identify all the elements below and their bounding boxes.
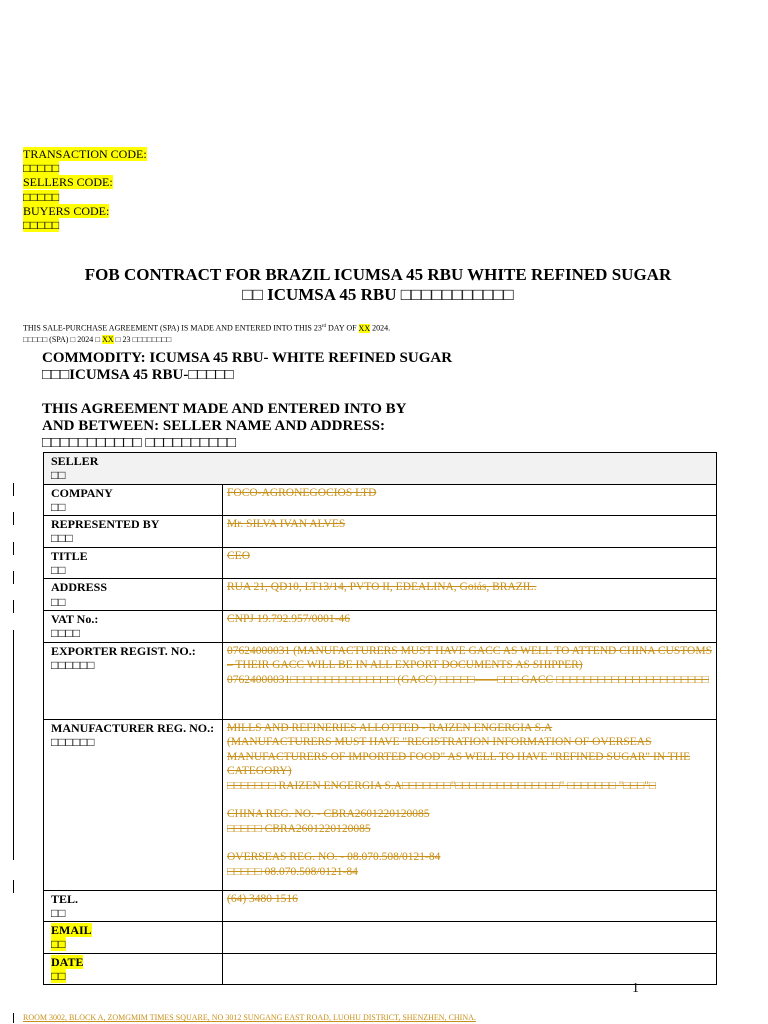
table-row: ADDRESS □□ RUA 21, QD10, LT13/14, PVTO II, EDEALINA, Goiás, BRAZIL. [44,579,717,611]
sellers-code-value: □□□□□ [23,189,60,204]
vat-label: VAT No.: [51,611,99,626]
codes-block [23,147,147,232]
table-row: EMAIL □□ [44,922,717,954]
date-label: DATE [51,954,84,969]
revision-mark [13,600,14,613]
contract-title-cn: □□ ICUMSA 45 RBU □□□□□□□□□□□ [242,285,514,304]
company-value: FOCO-AGRONEGOCIOS LTD [223,484,717,516]
buyers-code-label: BUYERS CODE: [23,203,110,218]
title-label: TITLE [51,548,88,563]
email-value[interactable] [223,922,717,954]
title-value: CEO [223,547,717,579]
manufacturer-label: MANUFACTURER REG. NO.: [51,720,215,735]
buyers-code-value: □□□□□ [23,218,60,233]
table-row: COMPANY □□ FOCO-AGRONEGOCIOS LTD [44,484,717,516]
table-row: EXPORTER REGIST. NO.: □□□□□□ 07624000031 (MANUFACTURERS MUST HAVE GACC AS WELL TO ATTEND CHINA CUSTOMS – THEIR GACC WILL BE IN ALL EXPORT DOCUMENTS AS SHIPPER) 07624000031□□□□□□□□□□□□□□□ (GACC) □□□□□——□□□ GACC □□□□□□□□□□□□□□□□□□□□□□ [44,642,717,719]
tel-value: (64) 3480 1516 [223,890,717,922]
company-label: COMPANY [51,485,113,500]
table-row: TITLE □□ CEO [44,547,717,579]
manufacturer-value: MILLS AND REFINERIES ALLOTTED - RAIZEN ENGERGIA S.A (MANUFACTURERS MUST HAVE "REGISTRATION INFORMATION OF OVERSEAS MANUFACTURERS OF IMPORTED FOOD" AS WELL TO HAVE "REFINED SUGAR" IN THE CATEGORY) □□□□□□□ RAIZEN ENGERGIA S.A□□□□□□□"□□□□□□□□□□□□□□□" □□□□□□□ "□□□"□ CHINA REG. NO. - CBRA2601220120085 □□□□□ CBRA2601220120085 OVERSEAS REG. NO. - 08.070.508/0121-84 □□□□□ 08.070.508/0121-84 [223,719,717,890]
address-value: RUA 21, QD10, LT13/14, PVTO II, EDEALINA, Goiás, BRAZIL. [223,579,717,611]
date-value[interactable] [223,953,717,985]
agreement-intro [23,321,390,345]
agreement-heading: THIS AGREEMENT MADE AND ENTERED INTO BY AND BETWEEN: SELLER NAME AND ADDRESS: □□□□□□□□□□□ □□□□□□□□□□ [42,401,407,451]
contract-title-en: FOB CONTRACT FOR BRAZIL ICUMSA 45 RBU WHITE REFINED SUGAR [84,265,672,284]
table-row: SELLER □□ [44,453,717,485]
address-label: ADDRESS [51,580,108,595]
revision-mark [13,483,14,496]
agreement-intro-en: THIS SALE-PURCHASE AGREEMENT (SPA) IS MADE AND ENTERED INTO THIS 23rd DAY OF XX 2024. [23,323,391,333]
exporter-value: 07624000031 (MANUFACTURERS MUST HAVE GACC AS WELL TO ATTEND CHINA CUSTOMS – THEIR GACC WILL BE IN ALL EXPORT DOCUMENTS AS SHIPPER) 07624000031□□□□□□□□□□□□□□□ (GACC) □□□□□——□□□ GACC □□□□□□□□□□□□□□□□□□□□□□ [223,642,717,719]
transaction-code-label: TRANSACTION CODE: [23,147,147,161]
table-row: DATE □□ [44,953,717,985]
vat-value: CNPJ 19.792.957/0001-46 [223,610,717,642]
table-row: REPRESENTED BY □□□ Mr. SILVA IVAN ALVES [44,516,717,548]
sellers-code-label: SELLERS CODE: [23,175,113,190]
revision-mark [13,880,14,893]
revision-mark [13,512,14,525]
footer-address: ROOM 3002, BLOCK A, ZOMGMIM TIMES SQUARE, NO 3012 SUNGANG EAST ROAD, LUOHU DISTRICT, SHENZHEN, CHINA. [23,1013,476,1022]
table-row: VAT No.: □□□□ CNPJ 19.792.957/0001-46 [44,610,717,642]
contract-title [0,265,756,305]
represented-by-value: Mr. SILVA IVAN ALVES [223,516,717,548]
revision-mark [13,1013,14,1023]
represented-by-label: REPRESENTED BY [51,517,160,532]
transaction-code-value: □□□□□ [23,161,60,176]
agreement-intro-cn: □□□□□ (SPA) □ 2024 □ XX □ 23 □□□□□□□□ [23,334,172,344]
revision-mark [13,571,14,584]
table-row: TEL. □□ (64) 3480 1516 [44,890,717,922]
seller-table [43,452,717,985]
month-placeholder: XX [358,323,371,333]
commodity-heading: COMMODITY: ICUMSA 45 RBU- WHITE REFINED SUGAR □□□ICUMSA 45 RBU-□□□□□ [42,350,453,383]
exporter-label: EXPORTER REGIST. NO.: [51,643,196,658]
revision-mark [13,542,14,555]
month-placeholder-cn: XX [102,334,114,344]
seller-header: SELLER [51,454,99,468]
revision-mark [13,630,14,860]
page-number: 1 [632,981,639,996]
tel-label: TEL. [51,891,79,906]
table-row: MANUFACTURER REG. NO.: □□□□□□ MILLS AND REFINERIES ALLOTTED - RAIZEN ENGERGIA S.A (MANUFACTURERS MUST HAVE "REGISTRATION INFORMATION OF OVERSEAS MANUFACTURERS OF IMPORTED FOOD" AS WELL TO HAVE "REFINED SUGAR" IN THE CATEGORY) □□□□□□□ RAIZEN ENGERGIA S.A□□□□□□□"□□□□□□□□□□□□□□□" □□□□□□□ "□□□"□ CHINA REG. NO. - CBRA2601220120085 □□□□□ CBRA2601220120085 OVERSEAS REG. NO. - 08.070.508/0121-84 □□□□□ 08.070.508/0121-84 [44,719,717,890]
email-label: EMAIL [51,923,92,938]
